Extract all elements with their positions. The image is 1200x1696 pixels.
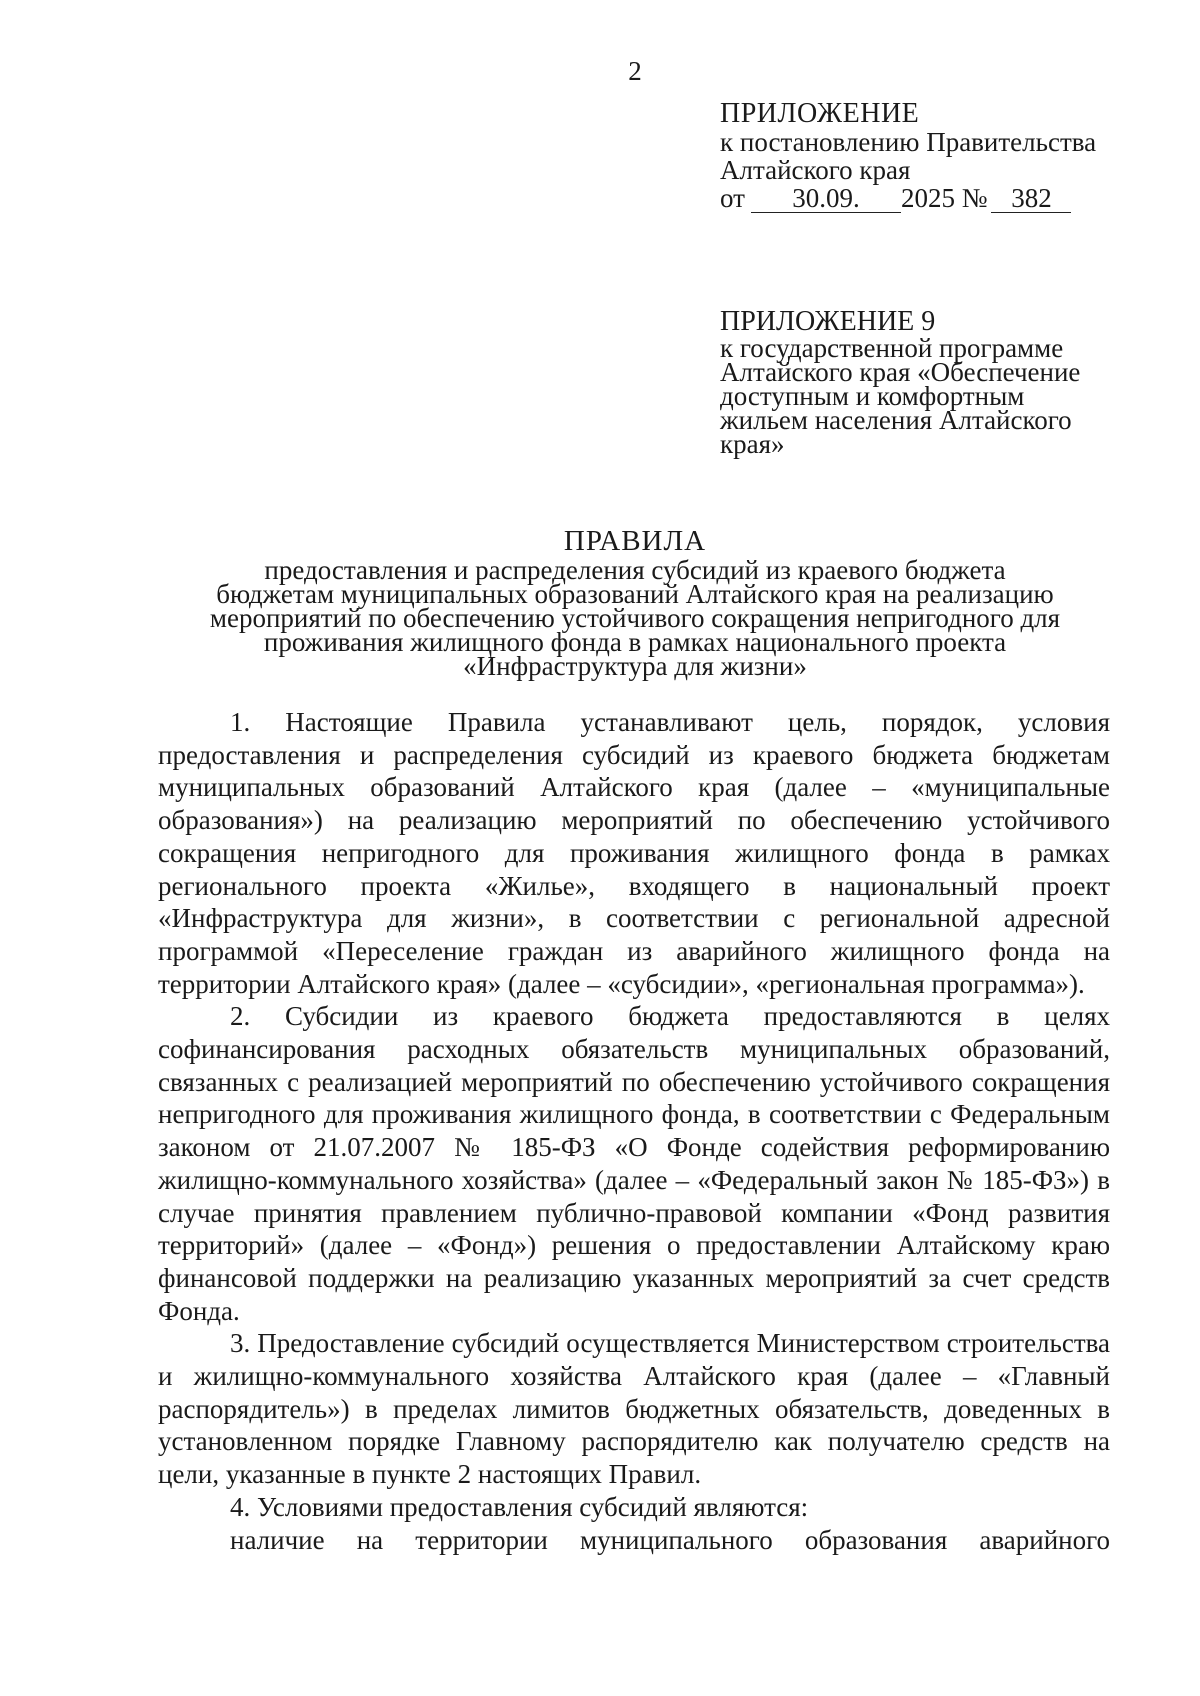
approval-date-line — [720, 184, 1140, 213]
annex-line: Алтайского края «Обеспечение — [720, 357, 1081, 387]
annex-line: жильем населения Алтайского — [720, 405, 1072, 435]
annex-block — [720, 306, 1140, 459]
page-number: 2 — [628, 56, 642, 86]
title-subline: проживания жилищного фонда в рамках национального проекта — [263, 627, 1007, 657]
approval-number: 382 — [991, 184, 1071, 213]
approval-line-2: Алтайского края — [720, 155, 911, 185]
paragraph-3: 3. Предоставление субсидий осуществляется Министерством строительства и жилищно-коммунального хозяйства Алтайского края (далее – «Главный распорядитель») в пределах лимитов бюджетных обязательств, доведенных в установленном порядке Главному распорядителю как получателю средств на цели, указанные в пункте 2 настоящих Правил. — [158, 1328, 1110, 1490]
annex-line: края» — [720, 429, 785, 459]
paragraph-2: 2. Субсидии из краевого бюджета предоставляются в целях софинансирования расходных обязательств муниципальных образований, связанных с реализацией мероприятий по обеспечению устойчивого сокращения непригодного для проживания жилищного фонда, в соответствии с Федеральным законом от 21.07.2007 № 185-ФЗ «О Фонде содействия реформированию жилищно-коммунального хозяйства» (далее – «Федеральный закон № 185-ФЗ») в случае принятия правлением публично-правовой компании «Фонд развития территорий» (далее – «Фонд») решения о предоставлении Алтайскому краю финансовой поддержки на реализацию указанных мероприятий за счет средств Фонда. — [158, 1001, 1110, 1326]
approval-heading: ПРИЛОЖЕНИЕ — [720, 98, 920, 129]
title-subline: мероприятий по обеспечению устойчивого сокращения непригодного для — [209, 603, 1061, 633]
document-title: ПРАВИЛА — [563, 525, 707, 557]
paragraph-5: наличие на территории муниципального образования аварийного — [230, 1524, 1110, 1555]
title-subline: бюджетам муниципальных образований Алтайского края на реализацию — [216, 579, 1054, 609]
document-title-block — [160, 524, 1110, 681]
from-label: от — [720, 183, 745, 213]
paragraph-1: 1. Настоящие Правила устанавливают цель, порядок, условия предоставления и распределения субсидий из краевого бюджета бюджетам муниципальных образований Алтайского края (далее – «муниципальные образования») на реализацию мероприятий по обеспечению устойчивого сокращения непригодного для проживания жилищного фонда в рамках регионального проекта «Жилье», входящего в национальный проект «Инфраструктура для жизни», в соответствии с региональной адресной программой «Переселение граждан из аварийного жилищного фонда на территории Алтайского края» (далее – «субсидии», «региональная программа»). — [158, 707, 1110, 999]
approval-line-1: к постановлению Правительства — [720, 127, 1097, 157]
title-subline: «Инфраструктура для жизни» — [463, 651, 807, 681]
annex-heading: ПРИЛОЖЕНИЕ 9 — [720, 306, 936, 337]
title-subline: предоставления и распределения субсидий из краевого бюджета — [264, 555, 1006, 585]
annex-line: доступным и комфортным — [720, 381, 1025, 411]
year-number-label: 2025 № — [900, 183, 988, 213]
paragraph-4: 4. Условиями предоставления субсидий являются: — [230, 1491, 809, 1522]
document-body — [158, 706, 1110, 1556]
approval-block — [720, 100, 1140, 213]
approval-date: 30.09. — [751, 184, 901, 213]
annex-line: к государственной программе — [720, 333, 1064, 363]
